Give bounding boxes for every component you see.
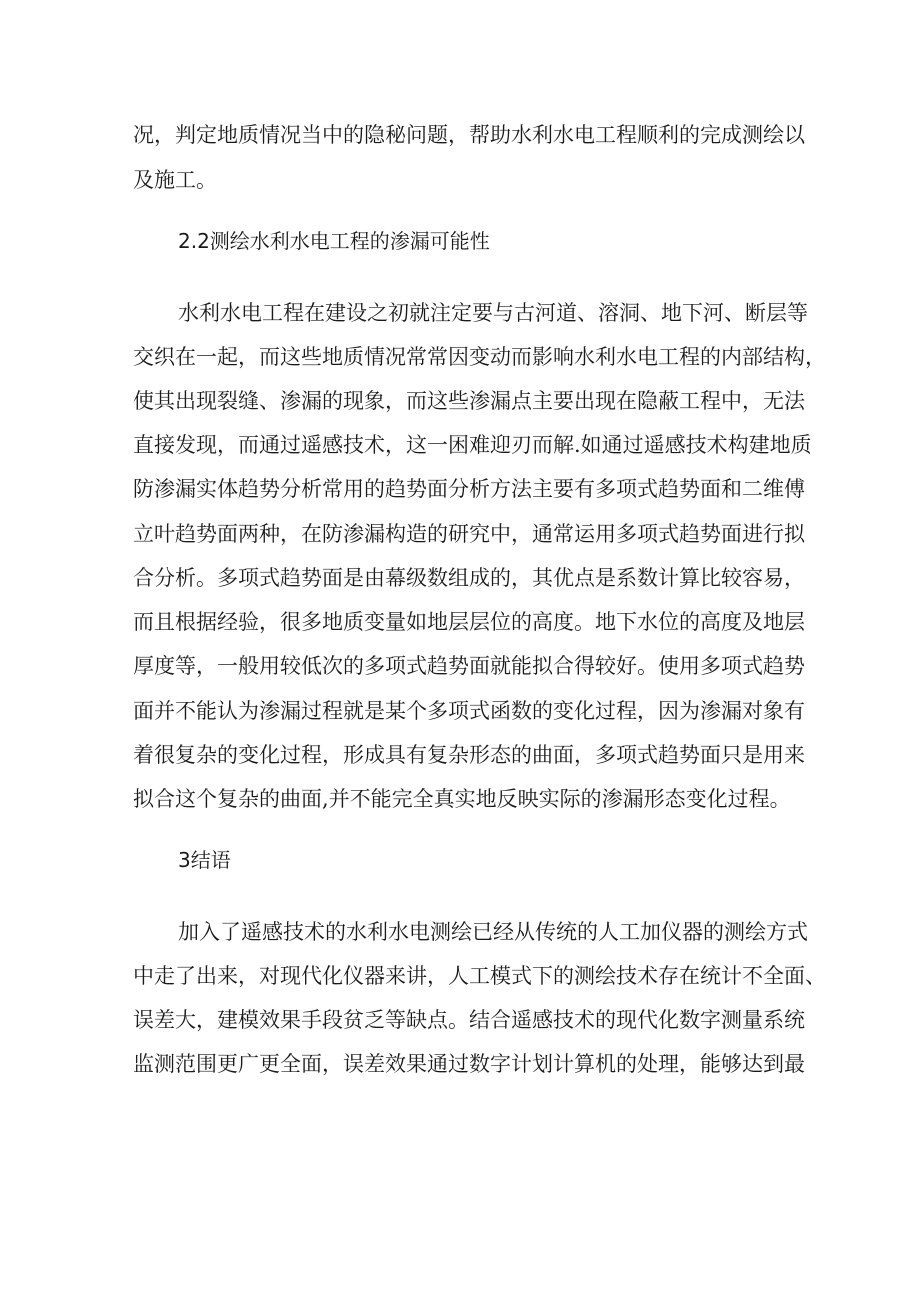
paragraph-line: 而且根据经验，很多地质变量如地层层位的高度。地下水位的高度及地层 bbox=[133, 610, 805, 634]
paragraph-line: 及施工。 bbox=[133, 168, 217, 192]
paragraph-line: 拟合这个复杂的曲面,并不能完全真实地反映实际的渗漏形态变化过程。 bbox=[133, 787, 791, 811]
paragraph-line: 况，判定地质情况当中的隐秘问题，帮助水利水电工程顺利的完成测绘以 bbox=[133, 123, 805, 147]
paragraph-line: 中走了出来，对现代化仪器来讲，人工模式下的测绘技术存在统计不全面、 bbox=[133, 964, 826, 988]
paragraph-line: 水利水电工程在建设之初就注定要与古河道、溶洞、地下河、断层等 bbox=[178, 301, 808, 325]
paragraph-line: 误差大，建模效果手段贫乏等缺点。结合遥感技术的现代化数字测量系统 bbox=[133, 1008, 805, 1032]
section-heading: 3结语 bbox=[178, 848, 231, 872]
paragraph-line: 监测范围更广更全面，误差效果通过数字计划计算机的处理，能够达到最 bbox=[133, 1052, 805, 1076]
paragraph-line: 立叶趋势面两种，在防渗漏构造的研究中，通常运用多项式趋势面进行拟 bbox=[133, 522, 805, 546]
paragraph-line: 着很复杂的变化过程，形成具有复杂形态的曲面，多项式趋势面只是用来 bbox=[133, 743, 805, 767]
paragraph-line: 加入了遥感技术的水利水电测绘已经从传统的人工加仪器的测绘方式 bbox=[178, 920, 808, 944]
paragraph-line: 厚度等，一般用较低次的多项式趋势面就能拟合得较好。使用多项式趋势 bbox=[133, 654, 805, 678]
section-heading: 2.2测绘水利水电工程的渗漏可能性 bbox=[178, 229, 490, 253]
paragraph-line: 交织在一起，而这些地质情况常常因变动而影响水利水电工程的内部结构， bbox=[133, 345, 826, 369]
paragraph-line: 合分析。多项式趋势面是由幕级数组成的，其优点是系数计算比较容易， bbox=[133, 566, 805, 590]
paragraph-line: 直接发现，而通过遥感技术，这一困难迎刃而解.如通过遥感技术构建地质 bbox=[133, 433, 812, 457]
paragraph-line: 防渗漏实体趋势分析常用的趋势面分析方法主要有多项式趋势面和二维傅 bbox=[133, 477, 805, 501]
paragraph-line: 使其出现裂缝、渗漏的现象，而这些渗漏点主要出现在隐蔽工程中，无法 bbox=[133, 389, 805, 413]
paragraph-line: 面并不能认为渗漏过程就是某个多项式函数的变化过程，因为渗漏对象有 bbox=[133, 699, 805, 723]
